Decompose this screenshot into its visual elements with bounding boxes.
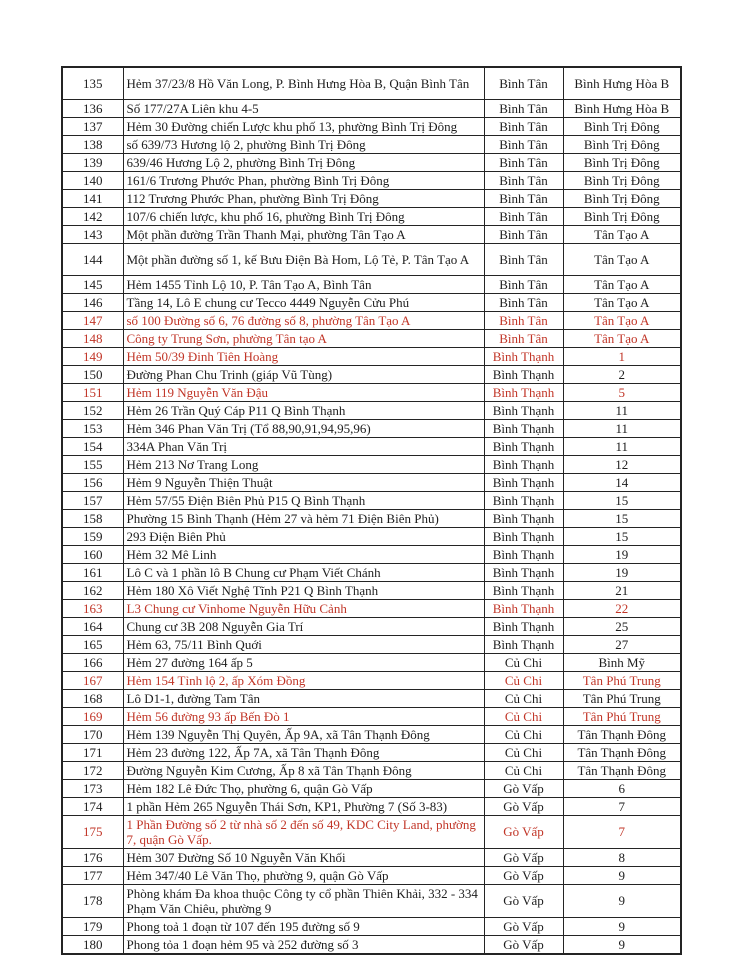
table-row: [62, 329, 681, 347]
address-cell: Hẻm 27 đường 164 ấp 5: [123, 653, 484, 671]
row-number-cell: 146: [62, 293, 123, 311]
row-number-cell: 173: [62, 779, 123, 797]
table-row: [62, 189, 681, 207]
address-cell: 639/46 Hương Lộ 2, phường Bình Trị Đông: [123, 153, 484, 171]
district-cell: Bình Thạnh: [484, 545, 563, 563]
table-row: [62, 171, 681, 189]
table-row: [62, 207, 681, 225]
address-cell: Công ty Trung Sơn, phường Tân tạo A: [123, 329, 484, 347]
address-cell: Hẻm 57/55 Điện Biên Phủ P15 Q Bình Thạnh: [123, 491, 484, 509]
ward-cell: 6: [563, 779, 681, 797]
district-cell: Bình Tân: [484, 225, 563, 243]
ward-cell: Tân Thạnh Đông: [563, 743, 681, 761]
address-cell: Hẻm 347/40 Lê Văn Thọ, phường 9, quận Gò Vấp: [123, 866, 484, 884]
district-cell: Bình Thạnh: [484, 581, 563, 599]
table-row: [62, 293, 681, 311]
ward-cell: 2: [563, 365, 681, 383]
row-number-cell: 171: [62, 743, 123, 761]
address-cell: Đường Phan Chu Trinh (giáp Vũ Tùng): [123, 365, 484, 383]
ward-cell: 14: [563, 473, 681, 491]
district-cell: Bình Thạnh: [484, 419, 563, 437]
ward-cell: Bình Trị Đông: [563, 153, 681, 171]
table-row: [62, 117, 681, 135]
district-cell: Bình Thạnh: [484, 473, 563, 491]
ward-cell: Bình Mỹ: [563, 653, 681, 671]
table-row: [62, 311, 681, 329]
address-cell: Hẻm 139 Nguyễn Thị Quyên, Ấp 9A, xã Tân Thạnh Đông: [123, 725, 484, 743]
district-cell: Bình Tân: [484, 293, 563, 311]
district-cell: Bình Tân: [484, 329, 563, 347]
table-row: [62, 473, 681, 491]
ward-cell: 12: [563, 455, 681, 473]
address-cell: 1 phần Hẻm 265 Nguyễn Thái Sơn, KP1, Phường 7 (Số 3-83): [123, 797, 484, 815]
address-cell: Đường Nguyễn Kim Cương, Ấp 8 xã Tân Thạnh Đông: [123, 761, 484, 779]
ward-cell: 9: [563, 884, 681, 917]
ward-cell: 21: [563, 581, 681, 599]
ward-cell: Bình Trị Đông: [563, 189, 681, 207]
district-cell: Gò Vấp: [484, 884, 563, 917]
district-cell: Bình Tân: [484, 135, 563, 153]
district-cell: Bình Tân: [484, 275, 563, 293]
table-body: [62, 67, 681, 954]
address-cell: Chung cư 3B 208 Nguyễn Gia Trí: [123, 617, 484, 635]
table-row: [62, 779, 681, 797]
address-cell: Một phần đường số 1, kế Bưu Điện Bà Hom, Lộ Tẻ, P. Tân Tạo A: [123, 243, 484, 275]
address-cell: số 100 Đường số 6, 76 đường số 8, phường Tân Tạo A: [123, 311, 484, 329]
row-number-cell: 174: [62, 797, 123, 815]
row-number-cell: 156: [62, 473, 123, 491]
row-number-cell: 166: [62, 653, 123, 671]
row-number-cell: 172: [62, 761, 123, 779]
table-row: [62, 797, 681, 815]
row-number-cell: 138: [62, 135, 123, 153]
ward-cell: 19: [563, 545, 681, 563]
ward-cell: Tân Phú Trung: [563, 707, 681, 725]
address-cell: Phong tỏa 1 đoạn hẻm 95 và 252 đường số 3: [123, 935, 484, 954]
table-row: [62, 243, 681, 275]
row-number-cell: 157: [62, 491, 123, 509]
district-cell: Bình Tân: [484, 67, 563, 99]
district-cell: Bình Tân: [484, 189, 563, 207]
address-cell: Hẻm 213 Nơ Trang Long: [123, 455, 484, 473]
row-number-cell: 159: [62, 527, 123, 545]
table-row: [62, 365, 681, 383]
table-row: [62, 99, 681, 117]
ward-cell: Tân Tạo A: [563, 293, 681, 311]
ward-cell: Bình Trị Đông: [563, 135, 681, 153]
ward-cell: 22: [563, 599, 681, 617]
ward-cell: 27: [563, 635, 681, 653]
row-number-cell: 160: [62, 545, 123, 563]
ward-cell: 9: [563, 917, 681, 935]
ward-cell: Tân Thạnh Đông: [563, 725, 681, 743]
ward-cell: Bình Trị Đông: [563, 117, 681, 135]
table-row: [62, 383, 681, 401]
row-number-cell: 136: [62, 99, 123, 117]
row-number-cell: 162: [62, 581, 123, 599]
row-number-cell: 141: [62, 189, 123, 207]
row-number-cell: 145: [62, 275, 123, 293]
table-row: [62, 617, 681, 635]
table-row: [62, 563, 681, 581]
row-number-cell: 158: [62, 509, 123, 527]
district-cell: Bình Thạnh: [484, 347, 563, 365]
table-row: [62, 848, 681, 866]
row-number-cell: 155: [62, 455, 123, 473]
ward-cell: Tân Tạo A: [563, 225, 681, 243]
address-cell: Phòng khám Đa khoa thuộc Công ty cổ phần Thiên Khải, 332 - 334 Phạm Văn Chiêu, phường 9: [123, 884, 484, 917]
table-row: [62, 401, 681, 419]
ward-cell: 7: [563, 815, 681, 848]
row-number-cell: 135: [62, 67, 123, 99]
ward-cell: Tân Tạo A: [563, 275, 681, 293]
district-cell: Bình Tân: [484, 117, 563, 135]
district-cell: Bình Thạnh: [484, 527, 563, 545]
row-number-cell: 164: [62, 617, 123, 635]
district-cell: Gò Vấp: [484, 815, 563, 848]
table-row: [62, 419, 681, 437]
ward-cell: 15: [563, 527, 681, 545]
ward-cell: 11: [563, 437, 681, 455]
row-number-cell: 144: [62, 243, 123, 275]
district-cell: Bình Tân: [484, 99, 563, 117]
address-cell: Phong toả 1 đoạn từ 107 đến 195 đường số 9: [123, 917, 484, 935]
table-row: [62, 153, 681, 171]
ward-cell: 9: [563, 935, 681, 954]
district-cell: Bình Tân: [484, 171, 563, 189]
table-row: [62, 935, 681, 954]
ward-cell: 9: [563, 866, 681, 884]
district-cell: Gò Vấp: [484, 866, 563, 884]
row-number-cell: 167: [62, 671, 123, 689]
address-cell: L3 Chung cư Vinhome Nguyễn Hữu Cảnh: [123, 599, 484, 617]
ward-cell: Tân Tạo A: [563, 243, 681, 275]
district-cell: Củ Chi: [484, 707, 563, 725]
ward-cell: 1: [563, 347, 681, 365]
address-cell: Hẻm 307 Đường Số 10 Nguyễn Văn Khối: [123, 848, 484, 866]
district-cell: Bình Thạnh: [484, 401, 563, 419]
row-number-cell: 143: [62, 225, 123, 243]
district-cell: Bình Thạnh: [484, 455, 563, 473]
address-cell: Hẻm 346 Phan Văn Trị (Tổ 88,90,91,94,95,96): [123, 419, 484, 437]
table-row: [62, 455, 681, 473]
address-cell: Một phần đường Trần Thanh Mại, phường Tân Tạo A: [123, 225, 484, 243]
address-cell: Hẻm 180 Xô Viết Nghệ Tĩnh P21 Q Bình Thạnh: [123, 581, 484, 599]
row-number-cell: 152: [62, 401, 123, 419]
row-number-cell: 150: [62, 365, 123, 383]
district-cell: Bình Thạnh: [484, 617, 563, 635]
row-number-cell: 177: [62, 866, 123, 884]
row-number-cell: 153: [62, 419, 123, 437]
ward-cell: 5: [563, 383, 681, 401]
address-cell: Hẻm 119 Nguyễn Văn Đậu: [123, 383, 484, 401]
row-number-cell: 168: [62, 689, 123, 707]
district-cell: Bình Thạnh: [484, 509, 563, 527]
district-cell: Củ Chi: [484, 653, 563, 671]
ward-cell: 25: [563, 617, 681, 635]
ward-cell: 11: [563, 401, 681, 419]
district-cell: Bình Thạnh: [484, 563, 563, 581]
ward-cell: Tân Phú Trung: [563, 689, 681, 707]
table-row: [62, 635, 681, 653]
table-row: [62, 545, 681, 563]
table-row: [62, 743, 681, 761]
district-cell: Củ Chi: [484, 761, 563, 779]
address-cell: Hẻm 9 Nguyễn Thiện Thuật: [123, 473, 484, 491]
row-number-cell: 179: [62, 917, 123, 935]
address-cell: 161/6 Trương Phước Phan, phường Bình Trị Đông: [123, 171, 484, 189]
address-cell: 334A Phan Văn Trị: [123, 437, 484, 455]
row-number-cell: 142: [62, 207, 123, 225]
district-cell: Bình Tân: [484, 153, 563, 171]
address-cell: 1 Phần Đường số 2 từ nhà số 2 đến số 49, KDC City Land, phường 7, quận Gò Vấp.: [123, 815, 484, 848]
table-row: [62, 761, 681, 779]
ward-cell: Bình Hưng Hòa B: [563, 67, 681, 99]
row-number-cell: 147: [62, 311, 123, 329]
table-row: [62, 671, 681, 689]
row-number-cell: 180: [62, 935, 123, 954]
district-cell: Củ Chi: [484, 671, 563, 689]
address-cell: Tầng 14, Lô E chung cư Tecco 4449 Nguyễn Cửu Phú: [123, 293, 484, 311]
row-number-cell: 165: [62, 635, 123, 653]
ward-cell: Bình Trị Đông: [563, 171, 681, 189]
table-row: [62, 437, 681, 455]
address-cell: Lô C và 1 phần lô B Chung cư Phạm Viết Chánh: [123, 563, 484, 581]
address-cell: Hẻm 154 Tỉnh lộ 2, ấp Xóm Đồng: [123, 671, 484, 689]
row-number-cell: 178: [62, 884, 123, 917]
row-number-cell: 176: [62, 848, 123, 866]
district-cell: Gò Vấp: [484, 935, 563, 954]
table-row: [62, 491, 681, 509]
row-number-cell: 170: [62, 725, 123, 743]
ward-cell: Bình Trị Đông: [563, 207, 681, 225]
table-row: [62, 653, 681, 671]
row-number-cell: 148: [62, 329, 123, 347]
ward-cell: Bình Hưng Hòa B: [563, 99, 681, 117]
address-cell: Hẻm 26 Trần Quý Cáp P11 Q Bình Thạnh: [123, 401, 484, 419]
ward-cell: 19: [563, 563, 681, 581]
table-row: [62, 527, 681, 545]
row-number-cell: 154: [62, 437, 123, 455]
district-cell: Bình Thạnh: [484, 599, 563, 617]
address-cell: Hẻm 37/23/8 Hồ Văn Long, P. Bình Hưng Hòa B, Quận Bình Tân: [123, 67, 484, 99]
ward-cell: 15: [563, 491, 681, 509]
district-cell: Gò Vấp: [484, 779, 563, 797]
row-number-cell: 139: [62, 153, 123, 171]
table-row: [62, 67, 681, 99]
district-cell: Củ Chi: [484, 743, 563, 761]
ward-cell: 15: [563, 509, 681, 527]
lockdown-locations-table: [61, 66, 682, 955]
address-cell: Số 177/27A Liên khu 4-5: [123, 99, 484, 117]
district-cell: Gò Vấp: [484, 797, 563, 815]
district-cell: Gò Vấp: [484, 917, 563, 935]
district-cell: Bình Tân: [484, 311, 563, 329]
table-row: [62, 347, 681, 365]
district-cell: Bình Thạnh: [484, 365, 563, 383]
address-cell: Hẻm 30 Đường chiến Lược khu phố 13, phường Bình Trị Đông: [123, 117, 484, 135]
table-row: [62, 509, 681, 527]
table-row: [62, 725, 681, 743]
table-row: [62, 689, 681, 707]
address-cell: 293 Điện Biên Phủ: [123, 527, 484, 545]
row-number-cell: 175: [62, 815, 123, 848]
address-cell: Hẻm 63, 75/11 Bình Quới: [123, 635, 484, 653]
district-cell: Củ Chi: [484, 689, 563, 707]
district-cell: Bình Thạnh: [484, 491, 563, 509]
table-row: [62, 599, 681, 617]
row-number-cell: 140: [62, 171, 123, 189]
table-row: [62, 884, 681, 917]
district-cell: Bình Thạnh: [484, 437, 563, 455]
row-number-cell: 161: [62, 563, 123, 581]
row-number-cell: 169: [62, 707, 123, 725]
address-cell: Lô D1-1, đường Tam Tân: [123, 689, 484, 707]
ward-cell: 7: [563, 797, 681, 815]
row-number-cell: 149: [62, 347, 123, 365]
address-cell: Hẻm 182 Lê Đức Thọ, phường 6, quận Gò Vấp: [123, 779, 484, 797]
table-row: [62, 917, 681, 935]
district-cell: Bình Thạnh: [484, 635, 563, 653]
row-number-cell: 163: [62, 599, 123, 617]
row-number-cell: 137: [62, 117, 123, 135]
table-row: [62, 707, 681, 725]
district-cell: Bình Tân: [484, 243, 563, 275]
ward-cell: 11: [563, 419, 681, 437]
table-row: [62, 275, 681, 293]
address-cell: Hẻm 23 đường 122, Ấp 7A, xã Tân Thạnh Đông: [123, 743, 484, 761]
table-row: [62, 225, 681, 243]
table-row: [62, 815, 681, 848]
address-cell: Hẻm 1455 Tỉnh Lộ 10, P. Tân Tạo A, Bình Tân: [123, 275, 484, 293]
address-cell: 107/6 chiến lược, khu phố 16, phường Bình Trị Đông: [123, 207, 484, 225]
ward-cell: Tân Tạo A: [563, 329, 681, 347]
address-cell: số 639/73 Hương lộ 2, phường Bình Trị Đông: [123, 135, 484, 153]
district-cell: Củ Chi: [484, 725, 563, 743]
district-cell: Bình Thạnh: [484, 383, 563, 401]
row-number-cell: 151: [62, 383, 123, 401]
ward-cell: 8: [563, 848, 681, 866]
ward-cell: Tân Phú Trung: [563, 671, 681, 689]
address-cell: Hẻm 56 đường 93 ấp Bến Đò 1: [123, 707, 484, 725]
district-cell: Bình Tân: [484, 207, 563, 225]
address-cell: Hẻm 32 Mê Linh: [123, 545, 484, 563]
district-cell: Gò Vấp: [484, 848, 563, 866]
address-cell: Hẻm 50/39 Đinh Tiên Hoàng: [123, 347, 484, 365]
table-row: [62, 866, 681, 884]
table-row: [62, 581, 681, 599]
address-cell: 112 Trương Phước Phan, phường Bình Trị Đông: [123, 189, 484, 207]
address-cell: Phường 15 Bình Thạnh (Hẻm 27 và hẻm 71 Điện Biên Phủ): [123, 509, 484, 527]
table-row: [62, 135, 681, 153]
ward-cell: Tân Thạnh Đông: [563, 761, 681, 779]
ward-cell: Tân Tạo A: [563, 311, 681, 329]
